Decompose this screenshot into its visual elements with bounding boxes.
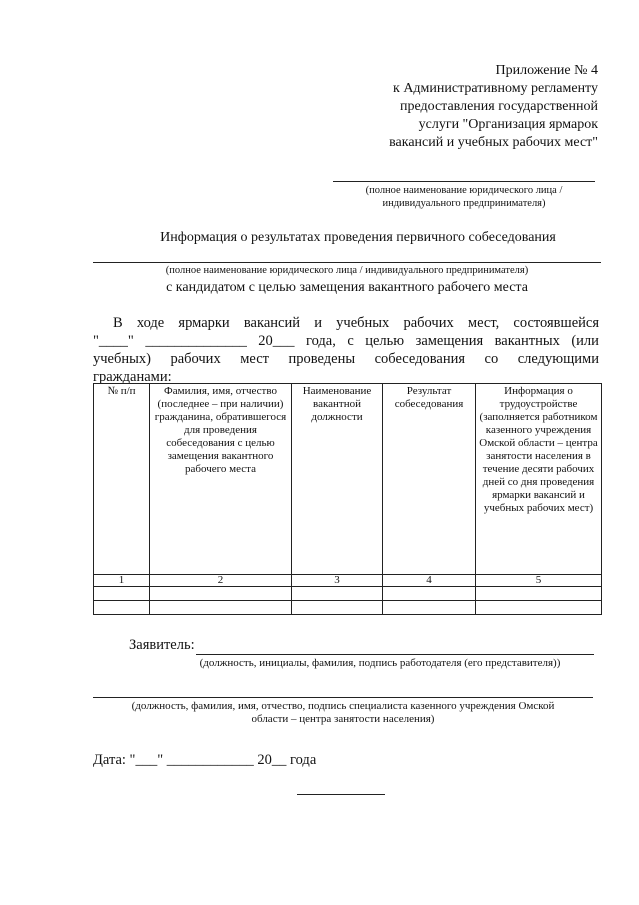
header-full-name: Фамилия, имя, отчество (последнее – при наличии) гражданина, обратившегося для проведения собеседования с целью замещения вакантного рабочего места (150, 384, 292, 575)
appendix-line: вакансий и учебных рабочих мест" (389, 135, 598, 150)
paragraph-line-2: "____" ______________ 20___ года, с целью замещения вакантных (или (93, 333, 599, 349)
appendix-line: услуги "Организация ярмарок (418, 117, 598, 132)
specialist-signature-line[interactable] (93, 697, 593, 698)
paragraph-line-1: В ходе ярмарки вакансий и учебных рабочих мест, состоявшейся (113, 315, 599, 331)
title-name-line[interactable] (93, 262, 601, 263)
table-header-row (94, 384, 602, 575)
applicant-signature-line[interactable] (196, 654, 594, 655)
header-result: Результат собеседования (383, 384, 476, 575)
appendix-line: предоставления государственной (399, 99, 598, 114)
appendix-line: Приложение № 4 (495, 63, 598, 78)
appendix-line: к Административному регламенту (393, 81, 598, 96)
intro-paragraph (93, 314, 599, 386)
document-subtitle: с кандидатом с целью замещения вакантного рабочего места (166, 280, 528, 295)
table-numbering-row: 1 2 3 4 5 (94, 575, 602, 587)
employer-name-line[interactable] (333, 181, 595, 182)
specialist-caption: (должность, фамилия, имя, отчество, подпись специалиста казенного учреждения Омской области – центра занятости населения) (131, 700, 555, 725)
date-field[interactable]: Дата: "___" ____________ 20__ года (93, 752, 317, 768)
table-row[interactable] (94, 601, 602, 615)
paragraph-line-4: гражданами: (93, 369, 172, 385)
interview-results-table (93, 383, 602, 615)
document-title: Информация о результатах проведения первичного собеседования (160, 230, 556, 245)
title-caption: (полное наименование юридического лица / индивидуального предпринимателя) (165, 265, 529, 276)
header-number: № п/п (94, 384, 150, 575)
appendix-header (338, 62, 598, 152)
header-vacancy: Наименование вакантной должности (292, 384, 383, 575)
closing-rule (297, 794, 385, 795)
paragraph-line-3: учебных) рабочих мест проведены собеседования со следующими (93, 351, 599, 367)
applicant-label: Заявитель: (129, 637, 195, 653)
table-row[interactable] (94, 587, 602, 601)
header-employment-info: Информация о трудоустройстве (заполняется работником казенного учреждения Омской области – центра занятости населения в течение десяти рабочих дней со дня проведения ярмарки вакансий и учебных рабочих мест) (476, 384, 602, 575)
employer-caption: (полное наименование юридического лица / индивидуального предпринимателя) (365, 185, 563, 209)
applicant-caption: (должность, инициалы, фамилия, подпись работодателя (его представителя)) (199, 657, 561, 669)
